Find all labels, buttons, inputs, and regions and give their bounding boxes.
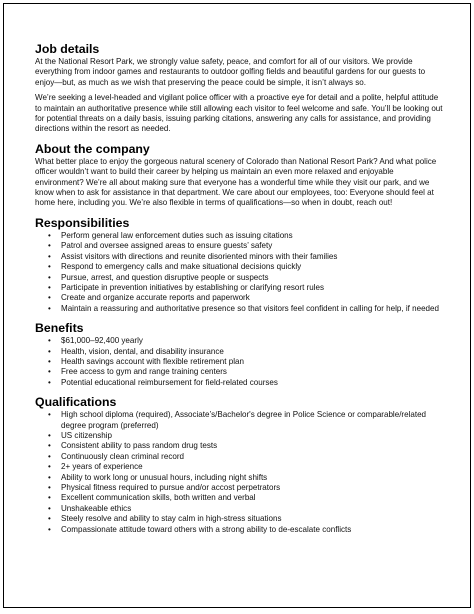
about-company-paragraph: What better place to enjoy the gorgeous natural scenery of Colorado than National Resort Park? And what police officer wouldn’t want to build their career by helping us maintain an even more relaxed and enjoyable environment? We’re all about making sure that everyone has a wonderful time while they visit our park, and we know when to ask for assistance in that department. We care about our employees, too: Everyone should feel at home here, including you. We’re also flexible in terms of qualifications—so when in doubt, reach out!	[35, 156, 437, 208]
benefit-item: • Free access to gym and range training centers	[35, 367, 444, 377]
responsibility-item: • Perform general law enforcement duties such as issuing citations	[35, 231, 444, 241]
qualification-item: • Steely resolve and ability to stay calm in high-stress situations	[35, 514, 444, 524]
responsibilities-heading: Responsibilities	[35, 215, 130, 230]
about-company-heading: About the company	[35, 141, 150, 156]
qualification-item: • Ability to work long or unusual hours, including night shifts	[35, 473, 444, 483]
benefits-heading: Benefits	[35, 321, 84, 336]
responsibility-item: • Create and organize accurate reports and paperwork	[35, 293, 444, 303]
qualification-item: • Physical fitness required to pursue and/or accost perpetrators	[35, 483, 444, 493]
responsibility-item: • Pursue, arrest, and question disruptive people or suspects	[35, 273, 444, 283]
responsibility-item: • Respond to emergency calls and make situational decisions quickly	[35, 262, 444, 272]
responsibilities-list	[35, 231, 444, 314]
responsibility-item: • Maintain a reassuring and authoritative presence so that visitors feel confident in calling for help, if needed	[35, 304, 444, 314]
qualification-item: • US citizenship	[35, 431, 444, 441]
benefits-list	[35, 336, 444, 388]
benefit-item: • Health savings account with flexible retirement plan	[35, 357, 444, 367]
job-details-paragraph: We’re seeking a level-headed and vigilant police officer with a proactive eye for detail and a polite, helpful attitude to maintain an authoritative presence while still allowing each visitor to feel welcome and safe. You’ll be looking out for potential threats on a daily basis, issuing parking citations, answering any calls for assistance, and providing directions within the resort as needed.	[35, 93, 443, 134]
qualification-item: • Compassionate attitude toward others with a strong ability to de-escalate conflicts	[35, 525, 444, 535]
job-description-document	[3, 3, 471, 608]
job-details-section	[35, 42, 444, 135]
responsibility-item: • Patrol and oversee assigned areas to ensure guests’ safety	[35, 241, 444, 251]
job-details-paragraph: At the National Resort Park, we strongly value safety, peace, and comfort for all of our visitors. We provide everything from indoor games and restaurants to outdoor golfing fields and beautiful gardens for our guests to enjoy—but, as much as we wish that preserving the peace could be simple, it isn’t always so.	[35, 57, 426, 87]
about-company-section	[35, 142, 444, 209]
responsibility-item: • Assist visitors with directions and reunite disoriented minors with their families	[35, 252, 444, 262]
qualification-item: • 2+ years of experience	[35, 462, 444, 472]
qualifications-section	[35, 395, 444, 535]
responsibility-item: • Participate in prevention initiatives by establishing or clarifying resort rules	[35, 283, 444, 293]
job-details-heading: Job details	[35, 42, 100, 56]
benefit-item: • Potential educational reimbursement for field-related courses	[35, 378, 444, 388]
qualification-item: • High school diploma (required), Associate’s/Bachelor's degree in Police Science or comparable/related degree program (preferred)	[35, 410, 444, 431]
qualification-item: • Consistent ability to pass random drug tests	[35, 441, 444, 451]
responsibilities-section	[35, 216, 444, 314]
qualifications-list	[35, 410, 444, 535]
qualification-item: • Excellent communication skills, both written and verbal	[35, 493, 444, 503]
benefits-section	[35, 321, 444, 388]
benefit-item: • $61,000–92,400 yearly	[35, 336, 444, 346]
qualifications-heading: Qualifications	[35, 395, 117, 410]
qualification-item: • Continuously clean criminal record	[35, 452, 444, 462]
qualification-item: • Unshakeable ethics	[35, 504, 444, 514]
benefit-item: • Health, vision, dental, and disability insurance	[35, 347, 444, 357]
